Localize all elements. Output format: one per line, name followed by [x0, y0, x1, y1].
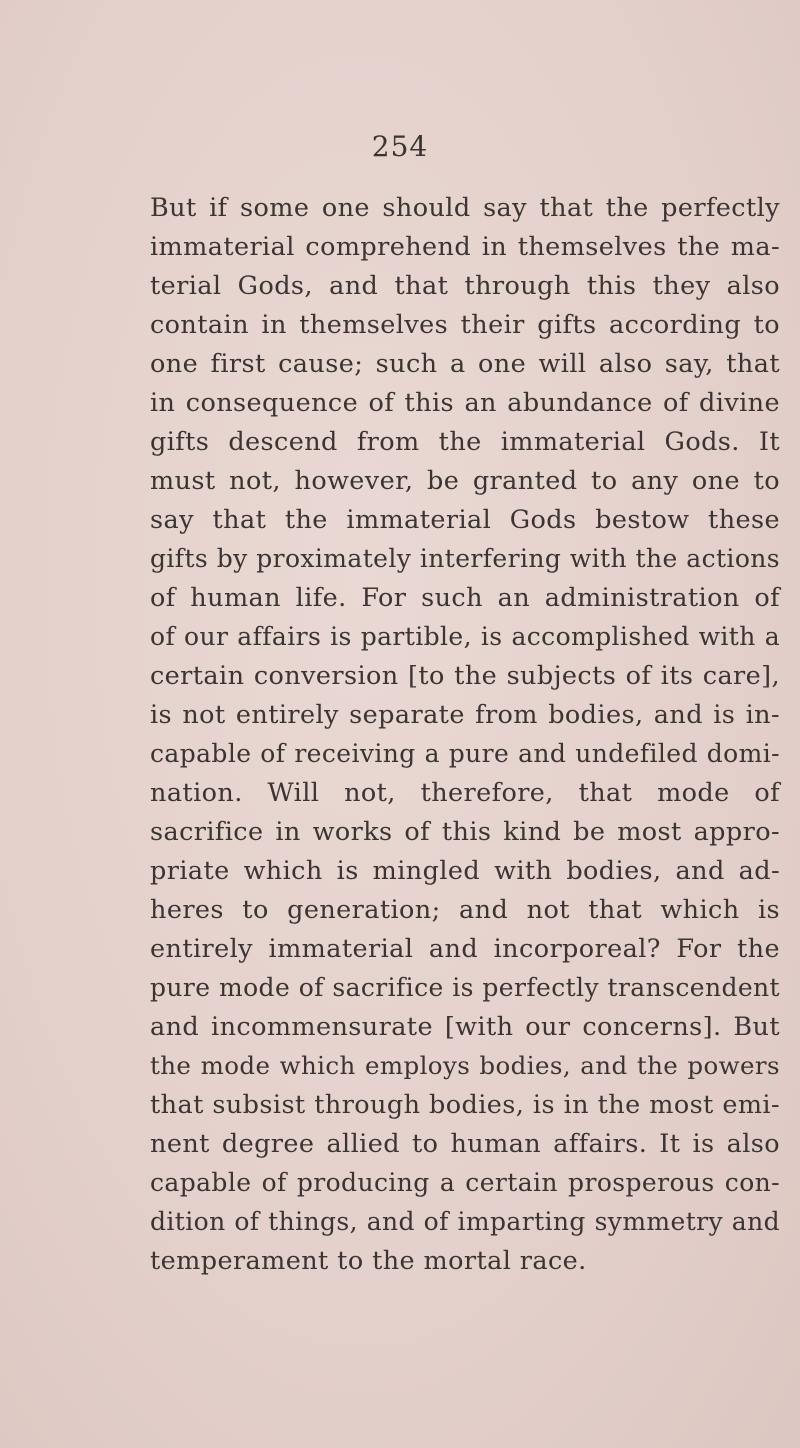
text-line-20: entirely immaterial and incorporeal? For the: [150, 934, 780, 964]
text-line-17: sacrifice in works of this kind be most appro-: [150, 817, 780, 847]
text-line-22: and incommensurate [with our concerns]. But: [150, 1012, 780, 1042]
text-line-12: of our affairs is partible, is accomplished with a: [150, 622, 780, 651]
text-line-26: capable of producing a certain prosperous con-: [150, 1168, 780, 1197]
text-line-4: contain in themselves their gifts according to: [150, 310, 780, 340]
text-line-16: nation. Will not, therefore, that mode of: [150, 778, 780, 808]
text-line-27: dition of things, and of imparting symmetry and: [150, 1207, 780, 1236]
text-line-8: must not, however, be granted to any one to: [150, 466, 780, 496]
text-line-24: that subsist through bodies, is in the most emi-: [150, 1090, 780, 1120]
text-line-18: priate which is mingled with bodies, and ad-: [150, 856, 780, 886]
text-line-2: immaterial comprehend in themselves the ma-: [150, 232, 780, 262]
text-line-21: pure mode of sacrifice is perfectly transcendent: [150, 973, 780, 1002]
text-line-10: gifts by proximately interfering with the actions: [150, 544, 780, 573]
text-line-23: the mode which employs bodies, and the powers: [150, 1051, 780, 1080]
text-line-28: temperament to the mortal race.: [150, 1246, 587, 1276]
text-line-15: capable of receiving a pure and undefiled domi-: [150, 739, 780, 768]
text-line-7: gifts descend from the immaterial Gods. It: [150, 427, 780, 457]
text-line-1: But if some one should say that the perfectly: [150, 193, 780, 223]
text-line-3: terial Gods, and that through this they also: [150, 271, 780, 301]
text-line-19: heres to generation; and not that which is: [150, 895, 780, 925]
text-line-25: nent degree allied to human affairs. It is also: [150, 1129, 780, 1159]
text-line-6: in consequence of this an abundance of divine: [150, 388, 780, 418]
text-line-14: is not entirely separate from bodies, and is in-: [150, 700, 780, 730]
text-line-9: say that the immaterial Gods bestow these: [150, 505, 780, 535]
text-line-13: certain conversion [to the subjects of its care],: [150, 661, 780, 691]
text-line-5: one first cause; such a one will also say, that: [150, 349, 780, 379]
page-number: 254: [371, 130, 429, 163]
text-line-11: of human life. For such an administration of: [150, 583, 780, 613]
